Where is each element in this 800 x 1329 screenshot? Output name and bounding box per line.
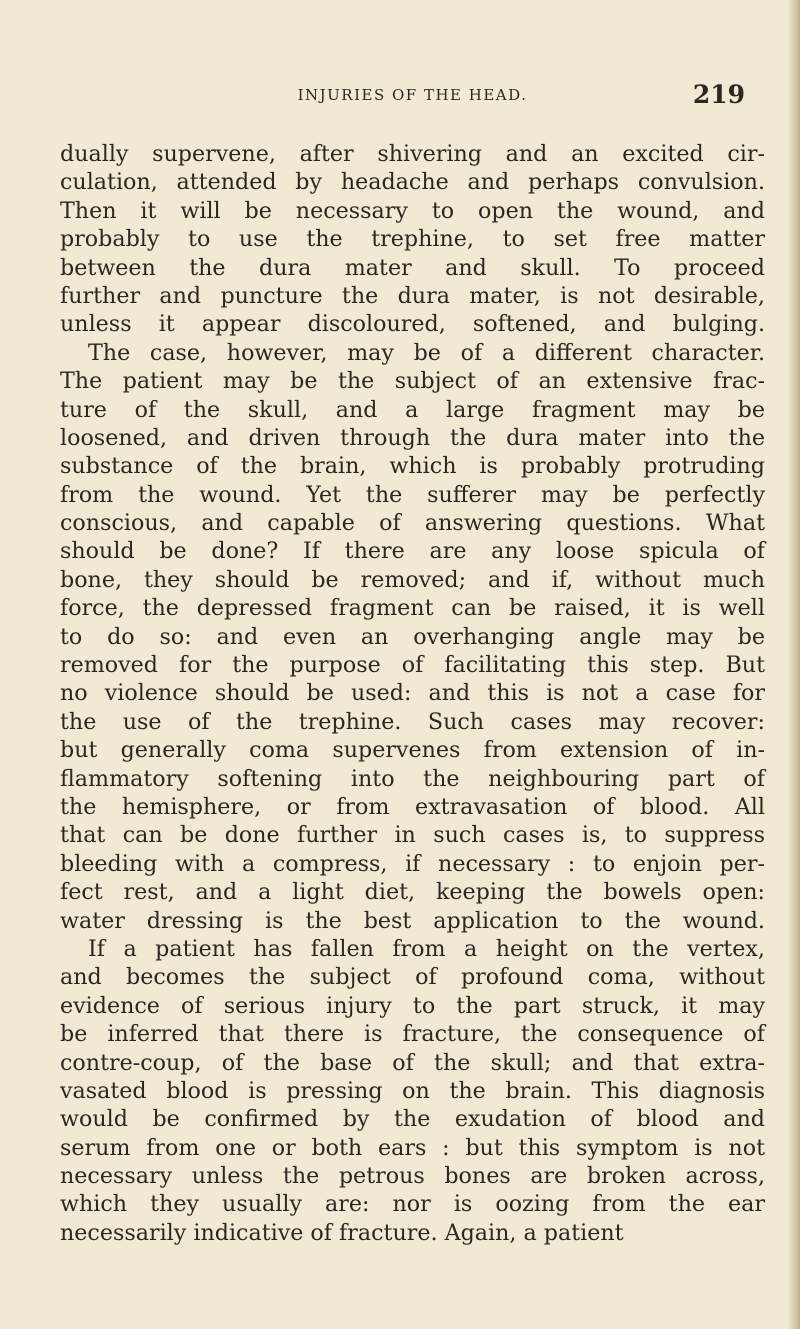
text-line: between the dura mater and skull. To proceed [60, 254, 765, 281]
text-line: that can be done further in such cases is, to suppress [60, 822, 765, 849]
text-line: bone, they should be removed; and if, without much [60, 566, 765, 593]
text-line: but generally coma supervenes from extension of in- [60, 737, 765, 764]
text-line: ture of the skull, and a large fragment may be [60, 396, 765, 423]
text-line: the hemisphere, or from extravasation of blood. All [60, 793, 765, 820]
page-edge [788, 0, 800, 1329]
text-line: substance of the brain, which is probably protruding [60, 453, 765, 480]
text-line: serum from one or both ears : but this symptom is not [60, 1134, 765, 1161]
text-line: probably to use the trephine, to set free matter [60, 226, 765, 253]
text-line: flammatory softening into the neighbouring part of [60, 765, 765, 792]
text-line: evidence of serious injury to the part struck, it may [60, 992, 765, 1019]
text-line: from the wound. Yet the sufferer may be perfectly [60, 481, 765, 508]
text-line: conscious, and capable of answering questions. What [60, 510, 765, 537]
page-number: 219 [692, 80, 745, 109]
text-line: vasated blood is pressing on the brain. This diagnosis [60, 1077, 765, 1104]
text-line: further and puncture the dura mater, is not desirable, [60, 282, 765, 309]
text-line: culation, attended by headache and perhaps convulsion. [60, 169, 765, 196]
text-line: removed for the purpose of facilitating this step. But [60, 652, 765, 679]
text-line: The patient may be the subject of an extensive frac- [60, 368, 765, 395]
text-line: and becomes the subject of profound coma, without [60, 964, 765, 991]
running-head: INJURIES OF THE HEAD. [297, 86, 528, 104]
text-line: which they usually are: nor is oozing from the ear [60, 1191, 765, 1218]
text-line: would be confirmed by the exudation of blood and [60, 1106, 765, 1133]
text-line: unless it appear discoloured, softened, and bulging. [60, 311, 765, 338]
text-line: loosened, and driven through the dura mater into the [60, 424, 765, 451]
text-line: the use of the trephine. Such cases may recover: [60, 708, 765, 735]
text-line: necessary unless the petrous bones are broken across, [60, 1163, 765, 1190]
text-line: be inferred that there is fracture, the consequence of [60, 1021, 765, 1048]
text-line: water dressing is the best application to the wound. [60, 907, 765, 934]
text-line: no violence should be used: and this is not a case for [60, 680, 765, 707]
text-line: force, the depressed fragment can be raised, it is well [60, 595, 765, 622]
text-line: If a patient has fallen from a height on the vertex, [88, 935, 765, 962]
text-line: Then it will be necessary to open the wound, and [60, 197, 765, 224]
text-line: fect rest, and a light diet, keeping the bowels open: [60, 879, 765, 906]
text-line: bleeding with a compress, if necessary : to enjoin per- [60, 850, 765, 877]
text-line: contre-coup, of the base of the skull; and that extra- [60, 1049, 765, 1076]
text-line: to do so: and even an overhanging angle may be [60, 623, 765, 650]
text-line: necessarily indicative of fracture. Again, a patient [60, 1219, 624, 1246]
text-line: should be done? If there are any loose spicula of [60, 538, 765, 565]
text-line: dually supervene, after shivering and an excited cir- [60, 141, 765, 167]
page-header [60, 80, 765, 120]
body-text [60, 140, 765, 1247]
text-line: The case, however, may be of a different character. [88, 339, 765, 366]
